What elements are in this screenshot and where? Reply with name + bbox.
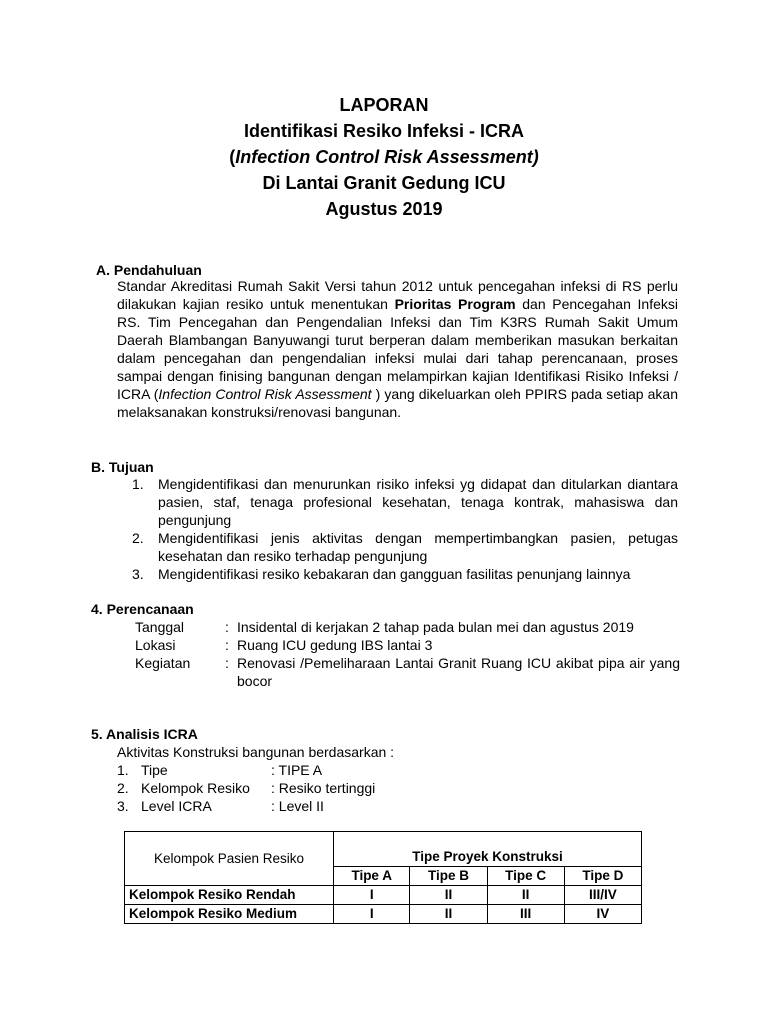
- table-cell: II: [487, 886, 564, 905]
- type-header: Tipe C: [487, 867, 564, 886]
- title-line-4: Di Lantai Granit Gedung ICU: [262, 173, 506, 193]
- table-cell: III/IV: [564, 886, 641, 905]
- list-item: 1. Tipe : TIPE A: [117, 762, 323, 778]
- type-header: Tipe B: [410, 867, 487, 886]
- table-row: [125, 905, 642, 924]
- table-cell: IV: [564, 905, 641, 924]
- table-header-row: [125, 832, 642, 867]
- row-label: Kelompok Resiko Rendah: [125, 886, 334, 905]
- table-row: [125, 886, 642, 905]
- table-cell: II: [410, 905, 487, 924]
- section-b-heading: B. Tujuan: [91, 459, 154, 475]
- title-line-3: (Infection Control Risk Assessment): [229, 147, 539, 167]
- detail-row: Tanggal : Insidental di kerjakan 2 tahap pada bulan mei dan agustus 2019: [135, 619, 634, 635]
- table-cell: II: [410, 886, 487, 905]
- type-header: Tipe A: [334, 867, 410, 886]
- icra-list: [117, 761, 375, 815]
- section-4-heading: 4. Perencanaan: [91, 601, 194, 617]
- tujuan-list: [132, 475, 678, 583]
- table-cell: I: [334, 886, 410, 905]
- list-item: 2. Kelompok Resiko : Resiko tertinggi: [117, 780, 376, 796]
- list-item: 1. Mengidentifikasi dan menurunkan risiko infeksi yg didapat dan ditularkan diantara pasien, staf, tenaga profesional kesehatan, tenaga kontrak, mahasiswa dan pengunjung: [132, 476, 678, 528]
- detail-row: Kegiatan : Renovasi /Pemeliharaan Lantai Granit Ruang ICU akibat pipa air yang bocor: [135, 655, 680, 689]
- title-line-1: LAPORAN: [339, 95, 429, 115]
- list-item: 3. Level ICRA : Level II: [117, 798, 324, 814]
- col-group-header: Kelompok Pasien Resiko: [125, 832, 334, 886]
- list-item: 3. Mengidentifikasi resiko kebakaran dan gangguan fasilitas penunjang lainnya: [132, 566, 631, 582]
- icra-table: [124, 831, 642, 924]
- table-cell: I: [334, 905, 410, 924]
- perencanaan-details: [135, 618, 680, 690]
- project-type-header: Tipe Proyek Konstruksi: [334, 832, 642, 867]
- section-5-intro: Aktivitas Konstruksi bangunan berdasarkan :: [117, 744, 395, 760]
- title-line-5: Agustus 2019: [325, 199, 443, 219]
- title-line-2: Identifikasi Resiko Infeksi - ICRA: [243, 121, 525, 141]
- type-header: Tipe D: [564, 867, 641, 886]
- report-title: [0, 92, 768, 222]
- section-a-paragraph: Standar Akreditasi Rumah Sakit Versi tahun 2012 untuk pencegahan infeksi di RS perlu dilakukan kajian resiko untuk menentukan Prioritas Program dan Pencegahan Infeksi RS. Tim Pencegahan dan Pengendalian Infeksi dan Tim K3RS Rumah Sakit Umum Daerah Blambangan Banyuwangi turut berperan dalam memberikan masukan berkaitan dalam pencegahan dan pengendalian infeksi mulai dari tahap perencanaan, proses sampai dengan finising bangunan dengan melampirkan kajian Identifikasi Risiko Infeksi / ICRA (Infection Control Risk Assessment ) yang dikeluarkan oleh PPIRS pada setiap akan melaksanakan konstruksi/renovasi bangunan.: [117, 278, 678, 420]
- list-item: 2. Mengidentifikasi jenis aktivitas dengan mempertimbangkan pasien, petugas kesehatan dan resiko terhadap pengunjung: [132, 530, 678, 564]
- section-a-heading: A. Pendahuluan: [96, 262, 202, 278]
- table-cell: III: [487, 905, 564, 924]
- section-5-heading: 5. Analisis ICRA: [91, 726, 198, 742]
- detail-row: Lokasi : Ruang ICU gedung IBS lantai 3: [135, 637, 433, 653]
- row-label: Kelompok Resiko Medium: [125, 905, 334, 924]
